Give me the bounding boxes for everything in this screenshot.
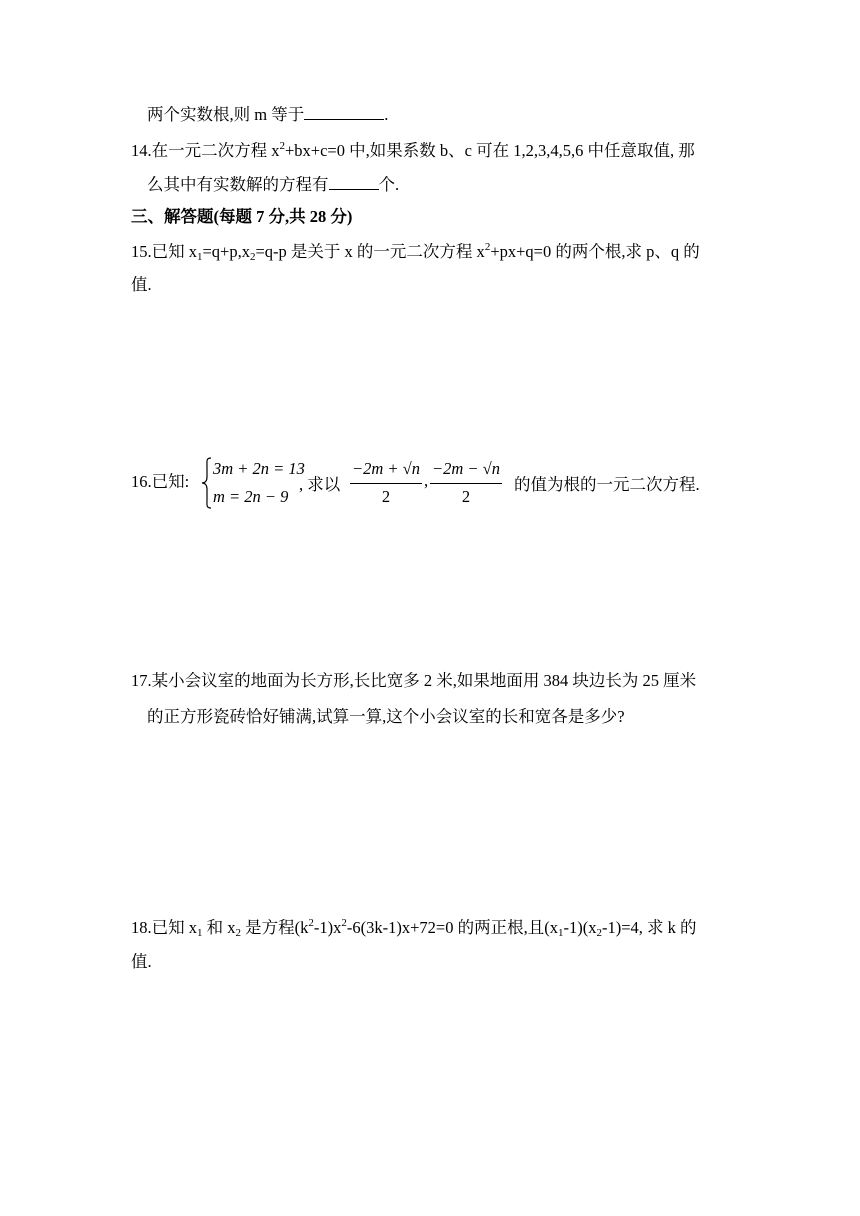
q18-text: -1)(x xyxy=(563,918,597,937)
subscript: 1 xyxy=(197,251,203,263)
superscript: 2 xyxy=(279,140,285,152)
q15-text: +px+q=0 的两个根,求 p、q 的 xyxy=(490,242,700,261)
q14-line-2 xyxy=(147,174,399,196)
q14-text: 14.在一元二次方程 x xyxy=(131,141,280,160)
subscript: 1 xyxy=(197,927,203,939)
q15-text: =q+p,x xyxy=(202,242,250,261)
q18-line-1 xyxy=(131,917,697,939)
subscript: 2 xyxy=(250,251,256,263)
q18-text: 和 x xyxy=(202,918,236,937)
superscript: 2 xyxy=(308,917,314,929)
q14-text: 么其中有实数解的方程有 xyxy=(147,175,329,194)
fraction-1-numerator: −2m + √n xyxy=(352,459,420,478)
fraction-2-bar xyxy=(430,483,502,484)
q18-text: -1)=4, 求 k 的 xyxy=(601,918,697,937)
q14-text: +bx+c=0 中,如果系数 b、c 可在 1,2,3,4,5,6 中任意取值, 那 xyxy=(285,141,695,160)
q17-line-1: 17.某小会议室的地面为长方形,长比宽多 2 米,如果地面用 384 块边长为 25 厘米 xyxy=(131,671,697,690)
superscript: 2 xyxy=(341,917,347,929)
subscript: 1 xyxy=(557,927,564,939)
q13-text: 两个实数根,则 m 等于 xyxy=(147,105,305,124)
q15-line-1 xyxy=(131,241,700,263)
subscript: 2 xyxy=(596,927,602,939)
q15-text: 15.已知 x xyxy=(131,242,197,261)
q14-line-1 xyxy=(131,140,695,162)
subscript: 2 xyxy=(235,927,241,939)
q18-text: 是方程(k xyxy=(241,918,309,937)
q15-line-2: 值. xyxy=(131,275,152,294)
q18-line-2: 值. xyxy=(131,952,152,971)
q13-end: . xyxy=(384,105,389,124)
q18-text: 18.已知 x xyxy=(131,918,197,937)
fraction-1-denominator: 2 xyxy=(381,487,391,506)
q16-tail-text: 的值为根的一元二次方程. xyxy=(514,475,700,494)
left-brace-icon xyxy=(201,457,213,509)
q13-continuation xyxy=(147,104,388,126)
q17-line-2: 的正方形瓷砖恰好铺满,试算一算,这个小会议室的长和宽各是多少? xyxy=(147,707,625,726)
equation-2: m = 2n − 9 xyxy=(213,487,289,506)
q18-text: -1)x xyxy=(313,918,342,937)
fraction-2-numerator: −2m − √n xyxy=(432,459,500,478)
q16-mid-text: , 求以 xyxy=(299,475,341,494)
q14-text: 个. xyxy=(378,175,400,194)
q16-label: 16.已知: xyxy=(131,472,190,491)
fraction-1-bar xyxy=(350,483,422,484)
answer-blank xyxy=(329,174,379,190)
section-heading: 三、解答题(每题 7 分,共 28 分) xyxy=(131,207,353,226)
q15-text: =q-p 是关于 x 的一元二次方程 x xyxy=(255,242,485,261)
fraction-2-denominator: 2 xyxy=(461,487,471,506)
q18-text: -6(3k-1)x+72=0 的两正根,且(x xyxy=(346,918,558,937)
equation-1: 3m + 2n = 13 xyxy=(213,459,305,478)
superscript: 2 xyxy=(484,241,491,253)
answer-blank xyxy=(304,104,384,120)
q16-comma: , xyxy=(424,471,429,490)
